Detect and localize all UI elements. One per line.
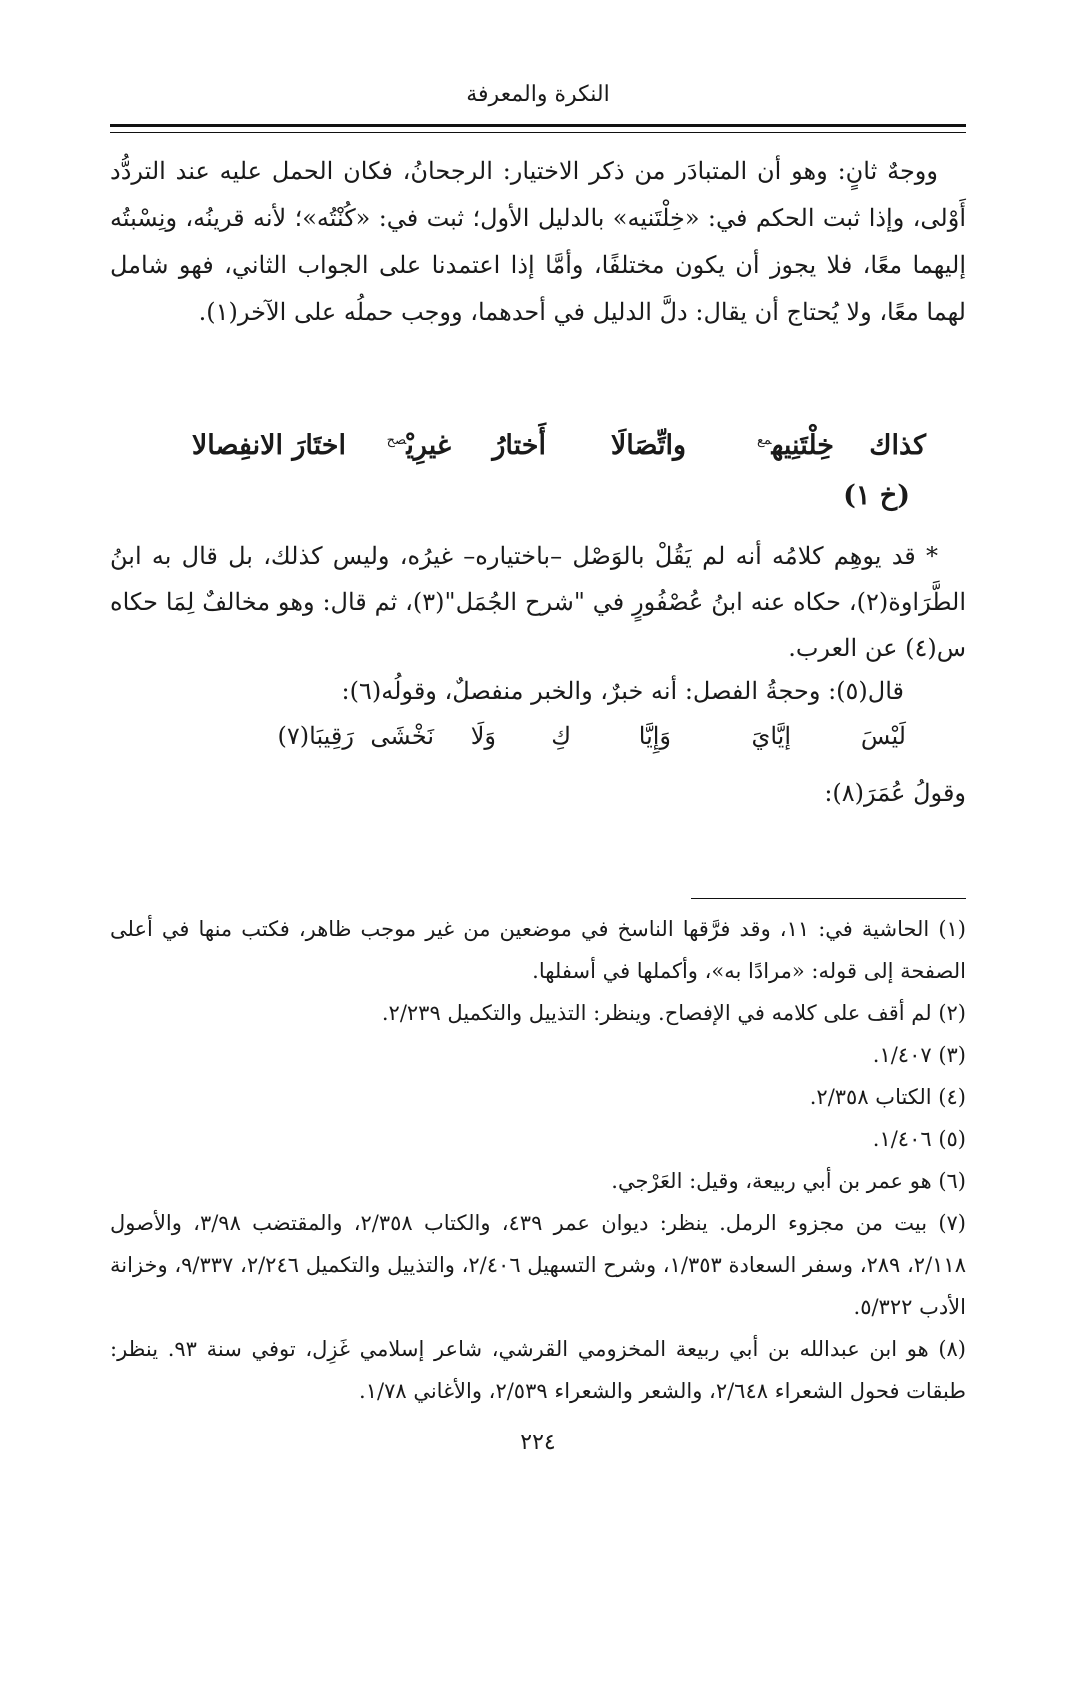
verse-word-4: أَختارُ	[492, 430, 546, 461]
verse2-word-5: وَلَا	[470, 722, 496, 750]
verse-mark-2: صح	[386, 433, 407, 448]
verse2-word-3: وَإِيَّا	[638, 722, 671, 750]
verse2-word-6: نَخْشَى	[370, 722, 434, 750]
footnote-5: (٥) ١/٤٠٦.	[872, 1127, 966, 1151]
verse2-word-4: كِ	[551, 722, 571, 750]
verse2-word-2: إيَّايَ	[751, 722, 791, 750]
verse-word-6: اختَارَ الانفِصالا	[191, 430, 346, 461]
verse2-word-1: لَيْسَ	[860, 722, 906, 750]
running-head: النكرة والمعرفة	[466, 82, 610, 107]
verse-line-2	[110, 722, 966, 768]
verse2-word-7: رَقِيبَا(٧)	[277, 722, 354, 750]
quote-intro: قال(٥): وحجةُ الفصل: أنه خبرٌ، والخبر منفصلٌ، وقولُه(٦):	[341, 677, 904, 705]
quote-intro-2: وقولُ عُمَرَ(٨):	[824, 779, 966, 807]
verse-word-1: كذاك	[869, 430, 926, 461]
footnote-8: (٨) هو ابن عبدالله بن أبي ربيعة المخزومي القرشي، شاعر إسلامي غَزِل، توفي سنة ٩٣. ينظر: طبقات فحول الشعراء ٢/٦٤٨، والشعر والشعراء ٢/٥٣٩، والأغاني ١/٧٨.	[110, 1337, 966, 1403]
verse-word-5: غيرِيْ	[406, 430, 451, 461]
footnote-2: (٢) لم أقف على كلامه في الإفصاح. وينظر: التذييل والتكميل ٢/٢٣٩.	[381, 1001, 966, 1025]
main-text-2	[110, 533, 966, 671]
footnote-1: (١) الحاشية في: ١١، وقد فرَّقها الناسخ في موضعين من غير موجب ظاهر، فكتب منها في أعلى الصفحة إلى قوله: «مرادًا به»، وأكملها في أسفلها.	[110, 917, 966, 983]
paragraph-2: * قد يوهِم كلامُه أنه لم يَقُلْ بالوَصْل –باختياره– غيرُه، وليس كذلك، بل قال به ابنُ الطَّرَاوة(٢)، حكاه عنه ابنُ عُصْفُورٍ في "شرح الجُمَل"(٣)، ثم قال: وهو مخالفٌ لِمَا حكاه س(٤) عن العرب.	[110, 542, 966, 662]
header-rule-thick	[110, 124, 966, 127]
footnote-4: (٤) الكتاب ٢/٣٥٨.	[809, 1085, 966, 1109]
main-text	[110, 148, 966, 336]
verse-line	[110, 430, 966, 480]
footnote-rule	[691, 898, 966, 899]
verse-label: (خ ١)	[843, 480, 910, 511]
footnote-6: (٦) هو عمر بن أبي ربيعة، وقيل: العَرْجي.	[611, 1169, 966, 1193]
header-rule-thin	[110, 132, 966, 133]
footnote-3: (٣) ١/٤٠٧.	[872, 1043, 966, 1067]
footnotes	[110, 908, 966, 1412]
verse-word-3: واتِّصَالَا	[610, 430, 686, 461]
paragraph-1: ووجهٌ ثانٍ: وهو أن المتبادَر من ذكر الاختيار: الرجحانُ، فكان الحمل عليه عند التردُّد أَوْلى، وإذا ثبت الحكم في: «خِلْتَنيه» بالدليل الأول؛ ثبت في: «كُنْتُه»؛ لأنه قرينُه، ونِسْبتُه إليهما معًا، فلا يجوز أن يكون مختلفًا، وأمَّا إذا اعتمدنا على الجواب الثاني، فهو شامل لهما معًا، ولا يُحتاج أن يقال: دلَّ الدليل في أحدهما، ووجب حملُه على الآخر(١).	[110, 157, 966, 326]
book-page	[110, 0, 966, 1698]
verse-word-2: خِلْتَنِيه	[771, 430, 834, 461]
verse-mark-1: مع	[757, 433, 772, 448]
page-number: ٢٢٤	[520, 1430, 556, 1455]
footnote-7: (٧) بيت من مجزوء الرمل. ينظر: ديوان عمر ٤٣٩، والكتاب ٢/٣٥٨، والمقتضب ٣/٩٨، والأصول ٢/١١٨، ٢٨٩، وسفر السعادة ١/٣٥٣، وشرح التسهيل ٢/٤٠٦، والتذييل والتكميل ٢/٢٤٦، ٩/٣٣٧، وخزانة الأدب ٥/٣٢٢.	[110, 1211, 966, 1319]
